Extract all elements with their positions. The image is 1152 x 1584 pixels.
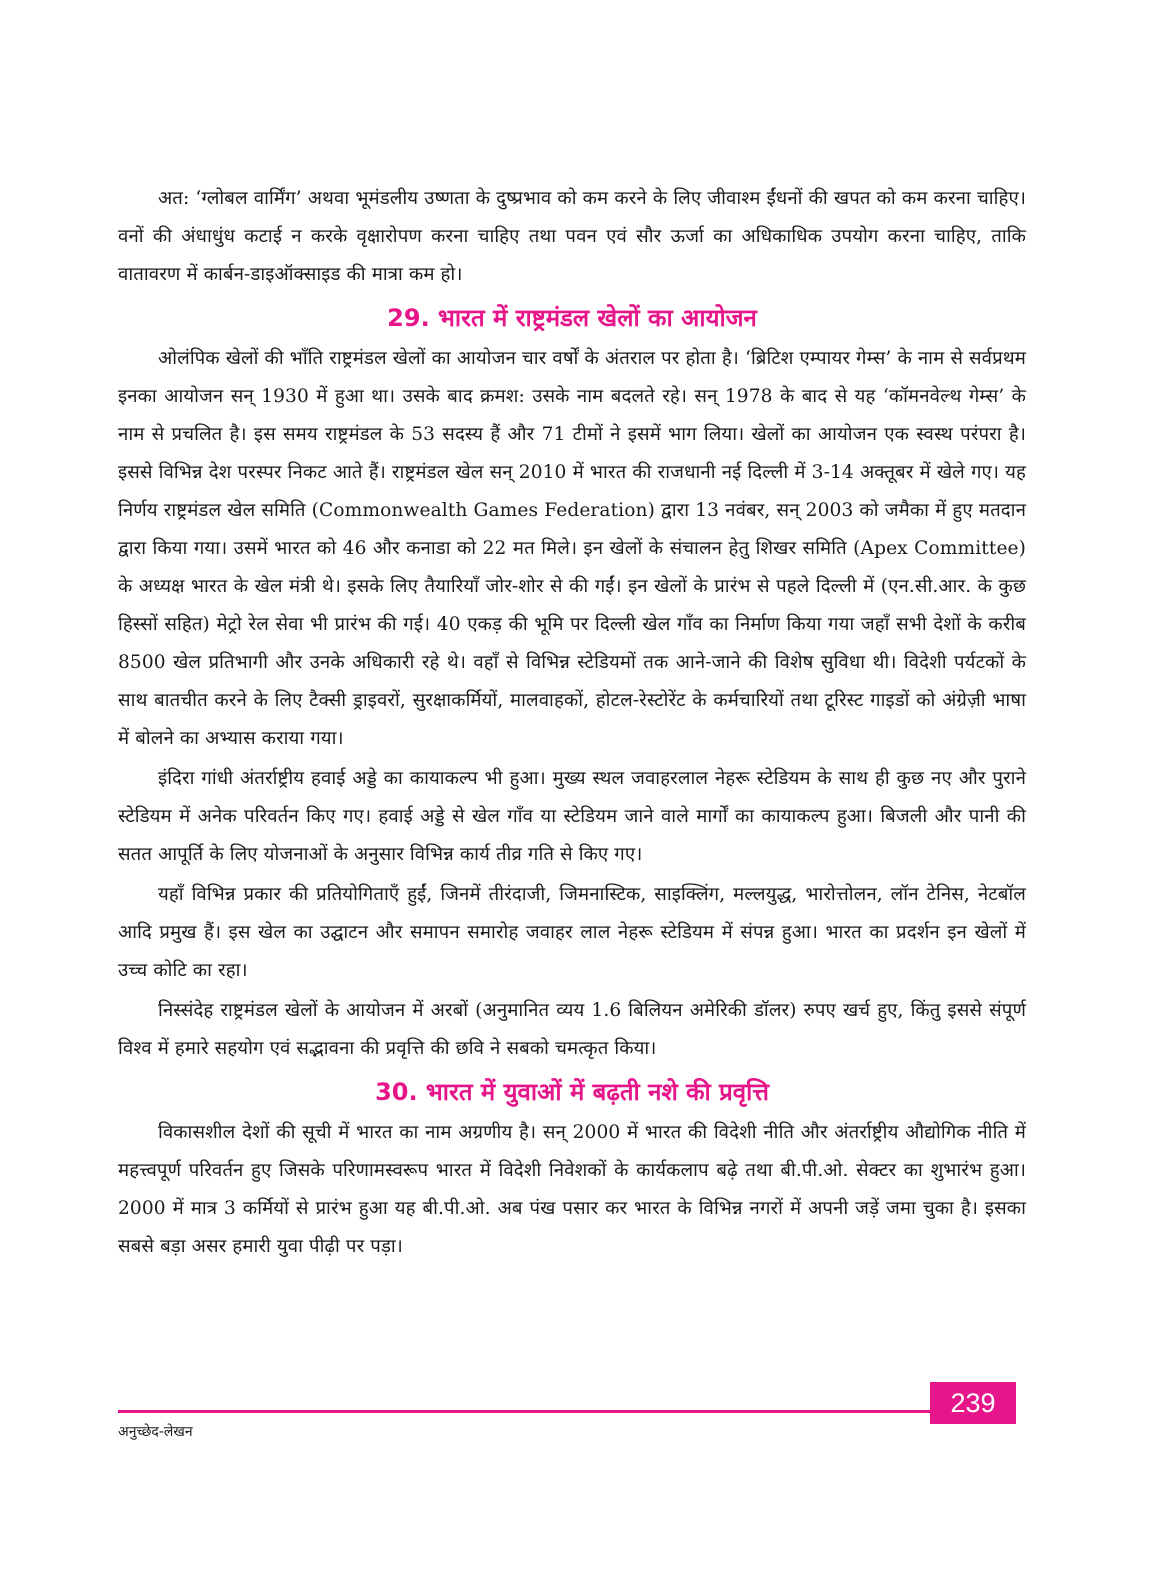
section-29-paragraph-2: इंदिरा गांधी अंतर्राष्ट्रीय हवाई अड्डे का कायाकल्प भी हुआ। मुख्य स्थल जवाहरलाल नेहरू स्टेडियम के साथ ही कुछ नए और पुराने स्टेडियम में अनेक परिवर्तन किए गए। हवाई अड्डे से खेल गाँव या स्टेडियम जाने वाले मार्गों का कायाकल्प हुआ। बिजली और पानी की सतत आपूर्ति के लिए योजनाओं के अनुसार विभिन्न कार्य तीव्र गति से किए गए। — [118, 768, 1026, 865]
intro-paragraph: अत: ‘ग्लोबल वार्मिंग’ अथवा भूमंडलीय उष्णता के दुष्प्रभाव को कम करने के लिए जीवाश्म ईंधनों की खपत को कम करना चाहिए। वनों की अंधाधुंध कटाई न करके वृक्षारोपण करना चाहिए तथा पवन एवं सौर ऊर्जा का अधिकाधिक उपयोग करना चाहिए, ताकि वातावरण में कार्बन-डाइऑक्साइड की मात्रा कम हो। — [118, 188, 1026, 285]
footer-label: अनुच्छेद-लेखन — [118, 1424, 193, 1440]
section-heading-29: 29. भारत में राष्ट्रमंडल खेलों का आयोजन — [387, 304, 757, 332]
section-heading-30: 30. भारत में युवाओं में बढ़ती नशे की प्रवृत्ति — [375, 1078, 769, 1106]
page-number: 239 — [930, 1382, 1016, 1424]
section-29-paragraph-4: निस्संदेह राष्ट्रमंडल खेलों के आयोजन में अरबों (अनुमानित व्यय 1.6 बिलियन अमेरिकी डॉलर) रुपए खर्च हुए, किंतु इससे संपूर्ण विश्व में हमारे सहयोग एवं सद्भावना की प्रवृत्ति की छवि ने सबको चमत्कृत किया। — [118, 1000, 1026, 1059]
section-30-paragraph-1: विकासशील देशों की सूची में भारत का नाम अग्रणीय है। सन् 2000 में भारत की विदेशी नीति और अंतर्राष्ट्रीय औद्योगिक नीति में महत्त्वपूर्ण परिवर्तन हुए जिसके परिणामस्वरूप भारत में विदेशी निवेशकों के कार्यकलाप बढ़े तथा बी.पी.ओ. सेक्टर का शुभारंभ हुआ। 2000 में मात्र 3 कर्मियों से प्रारंभ हुआ यह बी.पी.ओ. अब पंख पसार कर भारत के विभिन्न नगरों में अपनी जड़ें जमा चुका है। इसका सबसे बड़ा असर हमारी युवा पीढ़ी पर पड़ा। — [118, 1122, 1026, 1257]
section-29-paragraph-3: यहाँ विभिन्न प्रकार की प्रतियोगिताएँ हुईं, जिनमें तीरंदाजी, जिमनास्टिक, साइक्लिंग, मल्लयुद्ध, भारोत्तोलन, लॉन टेनिस, नेटबॉल आदि प्रमुख हैं। इस खेल का उद्घाटन और समापन समारोह जवाहर लाल नेहरू स्टेडियम में संपन्न हुआ। भारत का प्रदर्शन इन खेलों में उच्च कोटि का रहा। — [118, 884, 1026, 981]
section-29-paragraph-1: ओलंपिक खेलों की भाँति राष्ट्रमंडल खेलों का आयोजन चार वर्षों के अंतराल पर होता है। ‘ब्रिटिश एम्पायर गेम्स’ के नाम से सर्वप्रथम इनका आयोजन सन् 1930 में हुआ था। उसके बाद क्रमश: उसके नाम बदलते रहे। सन् 1978 के बाद से यह ‘कॉमनवेल्थ गेम्स’ के नाम से प्रचलित है। इस समय राष्ट्रमंडल के 53 सदस्य हैं और 71 टीमों ने इसमें भाग लिया। खेलों का आयोजन एक स्वस्थ परंपरा है। इससे विभिन्न देश परस्पर निकट आते हैं। राष्ट्रमंडल खेल सन् 2010 में भारत की राजधानी नई दिल्ली में 3-14 अक्तूबर में खेले गए। यह निर्णय राष्ट्रमंडल खेल समिति (Commonwealth Games Federation) द्वारा 13 नवंबर, सन् 2003 को जमैका में हुए मतदान द्वारा किया गया। उसमें भारत को 46 और कनाडा को 22 मत मिले। इन खेलों के संचालन हेतु शिखर समिति (Apex Committee) के अध्यक्ष भारत के खेल मंत्री थे। इसके लिए तैयारियाँ जोर-शोर से की गईं। इन खेलों के प्रारंभ से पहले दिल्ली में (एन.सी.आर. के कुछ हिस्सों सहित) मेट्रो रेल सेवा भी प्रारंभ की गई। 40 एकड़ की भूमि पर दिल्ली खेल गाँव का निर्माण किया गया जहाँ सभी देशों के करीब 8500 खेल प्रतिभागी और उनके अधिकारी रहे थे। वहाँ से विभिन्न स्टेडियमों तक आने-जाने की विशेष सुविधा थी। विदेशी पर्यटकों के साथ बातचीत करने के लिए टैक्सी ड्राइवरों, सुरक्षाकर्मियों, मालवाहकों, होटल-रेस्टोरेंट के कर्मचारियों तथा टूरिस्ट गाइडों को अंग्रेज़ी भाषा में बोलने का अभ्यास कराया गया। — [118, 348, 1026, 749]
page-body — [118, 180, 1026, 1268]
footer-rule — [118, 1410, 942, 1413]
